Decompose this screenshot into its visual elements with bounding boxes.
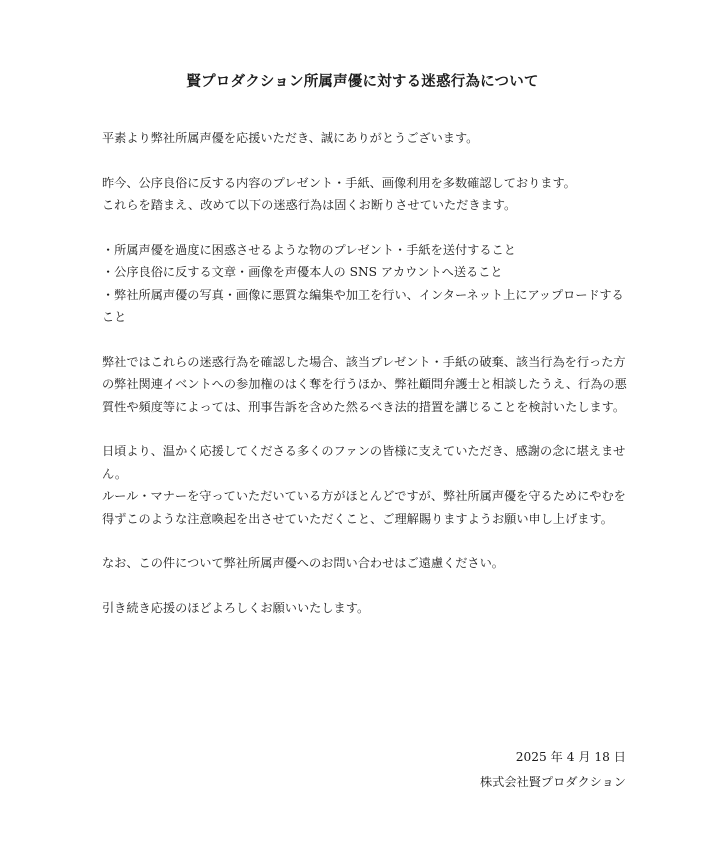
intro-line-2: これらを踏まえ、改めて以下の迷惑行為は固くお断りさせていただきます。	[102, 198, 517, 212]
company-name: 株式会社賢プロダクション	[479, 775, 626, 789]
paragraph-spacer	[102, 329, 632, 351]
contact-note-paragraph: なお、この件について弊社所属声優へのお問い合わせはご遠慮ください。	[102, 556, 504, 570]
issue-date: 2025 年 4 月 18 日	[515, 750, 626, 764]
signature-block	[480, 745, 626, 795]
paragraph-spacer	[102, 150, 632, 172]
paragraph-spacer	[102, 530, 632, 552]
thanks-paragraph: 日頃より、温かく応援してくださる多くのファンの皆様に支えていただき、感謝の念に堪えません。	[102, 444, 626, 481]
request-paragraph: ルール・マナーを守っていただいている方がほとんどですが、弊社所属声優を守るためにやむを得ずこのような注意喚起を出させていただくこと、ご理解賜りますようお願い申し上げます。	[102, 489, 626, 526]
intro-line-1: 昨今、公序良俗に反する内容のプレゼント・手紙、画像利用を多数確認しております。	[102, 175, 576, 190]
document-title: 賢プロダクション所属声優に対する迷惑行為について	[186, 74, 539, 90]
closing-paragraph: 引き続き応援のほどよろしくお願いいたします。	[102, 600, 370, 615]
paragraph-spacer	[102, 575, 632, 597]
paragraph-spacer	[102, 418, 632, 440]
prohibited-item-1: ・所属声優を過度に困惑させるような物のプレゼント・手紙を送付すること	[102, 242, 516, 257]
prohibited-item-3: ・弊社所属声優の写真・画像に悪質な編集や加工を行い、インターネット上にアップロードすること	[102, 287, 624, 324]
document-body	[102, 127, 632, 619]
paragraph-spacer	[102, 217, 632, 239]
measures-paragraph: 弊社ではこれらの迷惑行為を確認した場合、該当プレゼント・手紙の破棄、該当行為を行った方の弊社関連イベントへの参加権のはく奪を行うほか、弊社顧問弁護士と相談したうえ、行為の悪質性や頻度等によっては、刑事告訴を含めた然るべき法的措置を講じることを検討いたします。	[102, 354, 627, 414]
greeting-paragraph: 平素より弊社所属声優を応援いただき、誠にありがとうございます。	[102, 131, 479, 145]
prohibited-item-2: ・公序良俗に反する文章・画像を声優本人の SNS アカウントへ送ること	[102, 265, 503, 279]
